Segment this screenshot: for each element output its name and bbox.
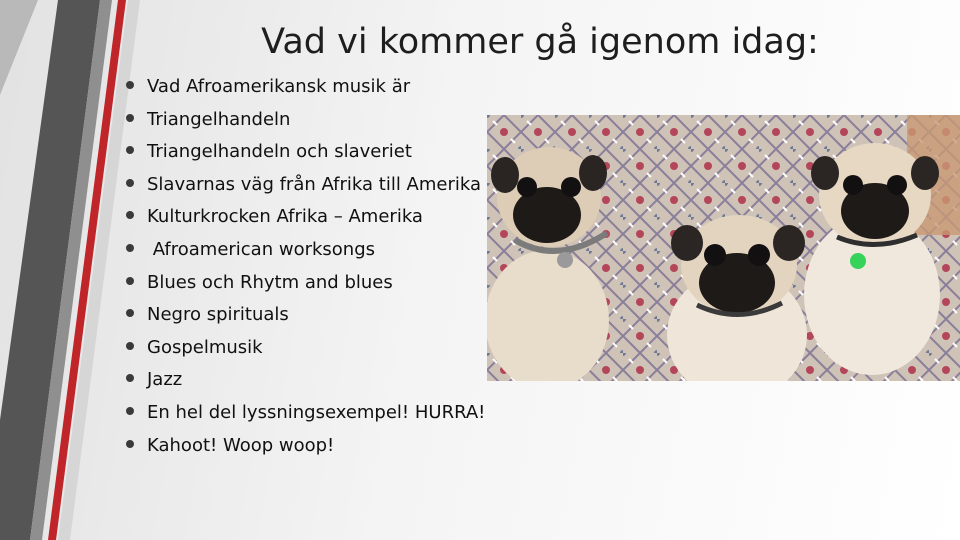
pug-middle xyxy=(667,215,807,381)
bullet-item: Triangelhandeln och slaveriet xyxy=(126,137,506,170)
bullet-item: Gospelmusik xyxy=(126,333,506,366)
bullet-item: En hel del lyssningsexempel! HURRA! xyxy=(126,398,506,431)
bullet-dot-icon xyxy=(126,244,134,252)
decorative-stripes xyxy=(0,0,140,540)
bullet-dot-icon xyxy=(126,114,134,122)
bullet-dot-icon xyxy=(126,179,134,187)
bullet-dot-icon xyxy=(126,342,134,350)
bullet-dot-icon xyxy=(126,81,134,89)
bullet-item: Triangelhandeln xyxy=(126,105,506,138)
pugs-photo xyxy=(487,115,960,381)
slide-title: Vad vi kommer gå igenom idag: xyxy=(261,22,819,62)
bullet-item: Slavarnas väg från Afrika till Amerika xyxy=(126,170,506,203)
bullet-dot-icon xyxy=(126,374,134,382)
bullet-dot-icon xyxy=(126,407,134,415)
bullet-dot-icon xyxy=(126,277,134,285)
bullet-item: Negro spirituals xyxy=(126,300,506,333)
pugs-illustration xyxy=(487,115,960,381)
stripe-light xyxy=(0,0,38,95)
bullet-dot-icon xyxy=(126,146,134,154)
bullet-dot-icon xyxy=(126,211,134,219)
pug-right xyxy=(804,143,940,375)
bullet-list xyxy=(126,72,506,463)
bullet-item: Vad Afroamerikansk musik är xyxy=(126,72,506,105)
bullet-dot-icon xyxy=(126,309,134,317)
bullet-item: Afroamerican worksongs xyxy=(126,235,506,268)
bullet-item: Kahoot! Woop woop! xyxy=(126,431,506,464)
bullet-item: Blues och Rhytm and blues xyxy=(126,268,506,301)
bullet-dot-icon xyxy=(126,440,134,448)
bullet-item: Kulturkrocken Afrika – Amerika xyxy=(126,202,506,235)
bullet-item: Jazz xyxy=(126,365,506,398)
